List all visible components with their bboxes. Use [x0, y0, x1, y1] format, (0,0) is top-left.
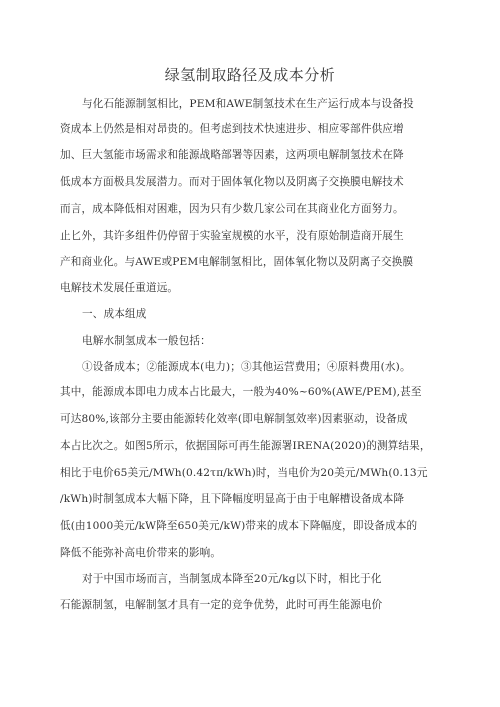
paragraph-line-5: 而言，成本降低相对困难，因为只有少数几家公司在其商业化方面努力。 — [60, 203, 404, 215]
paragraph-line-15: 相比于电价65美元/MWh(0.42τπ∕kWh)时，当电价为20美元/MWh(0.13元 — [60, 467, 428, 479]
paragraph-line-16: /kWh)时制氢成本大幅下降，且下降幅度明显高于由于电解槽设备成本降 — [60, 493, 405, 505]
paragraph-line-4: 低成本方面极具发展潜力。而对于固体氧化物以及阴离子交换膜电解技术 — [60, 176, 404, 188]
paragraph-line-17: 低(由1000美元/kW降至650美元/kW)带来的成本下降幅度，即设备成本的 — [60, 520, 418, 532]
paragraph-line-2: 资成本上仍然是相对昂贵的。但考虑到技术快速进步、相应零部件供应增 — [60, 123, 404, 135]
paragraph-line-13: 可达80%,该部分主要由能源转化效率(即电解制氢效率)因素驱动，设备成 — [60, 413, 408, 425]
paragraph-line-12: 其中，能源成本即电力成本占比最大，一般为40%~60%(AWE/PEM),甚至 — [60, 386, 422, 398]
paragraph-line-20: 石能源制氢，电解制氢才具有一定的竞争优势，此时可再生能源电价 — [60, 599, 383, 611]
paragraph-line-6: 止匕外，其许多组件仍停留于实验室规模的水平，没有原始制造商开展生 — [60, 230, 404, 242]
document-title: 绿氢制取路径及成本分析 — [164, 66, 336, 84]
section-heading: 一、成本组成 — [82, 308, 147, 320]
paragraph-line-11: ①设备成本；②能源成本(电力)；③其他运营费用；④原料费用(水)。 — [82, 361, 411, 373]
paragraph-line-10: 电解水制氢成本一般包括： — [82, 335, 211, 347]
paragraph-line-7: 产和商业化。与AWE或PEM电解制氢相比，固体氧化物以及阴离子交换膜 — [60, 256, 414, 268]
paragraph-line-14: 本占比次之。如图5所示，依据国际可再生能源署IRENA(2020)的测算结果， — [60, 440, 431, 452]
paragraph-line-8: 电解技术发展任重道远。 — [60, 282, 179, 294]
paragraph-line-3: 加、巨大氢能市场需求和能源战略部署等因素，这两项电解制氢技术在降 — [60, 149, 404, 161]
paragraph-line-19: 对于中国市场而言，当制氢成本降至20元/kg以下时，相比于化 — [82, 573, 382, 585]
paragraph-line-1: 与化石能源制氢相比，PEM和AWE制氢技术在生产运行成本与设备投 — [82, 98, 414, 110]
paragraph-line-18: 降低不能弥补高电价带来的影响。 — [60, 547, 222, 559]
